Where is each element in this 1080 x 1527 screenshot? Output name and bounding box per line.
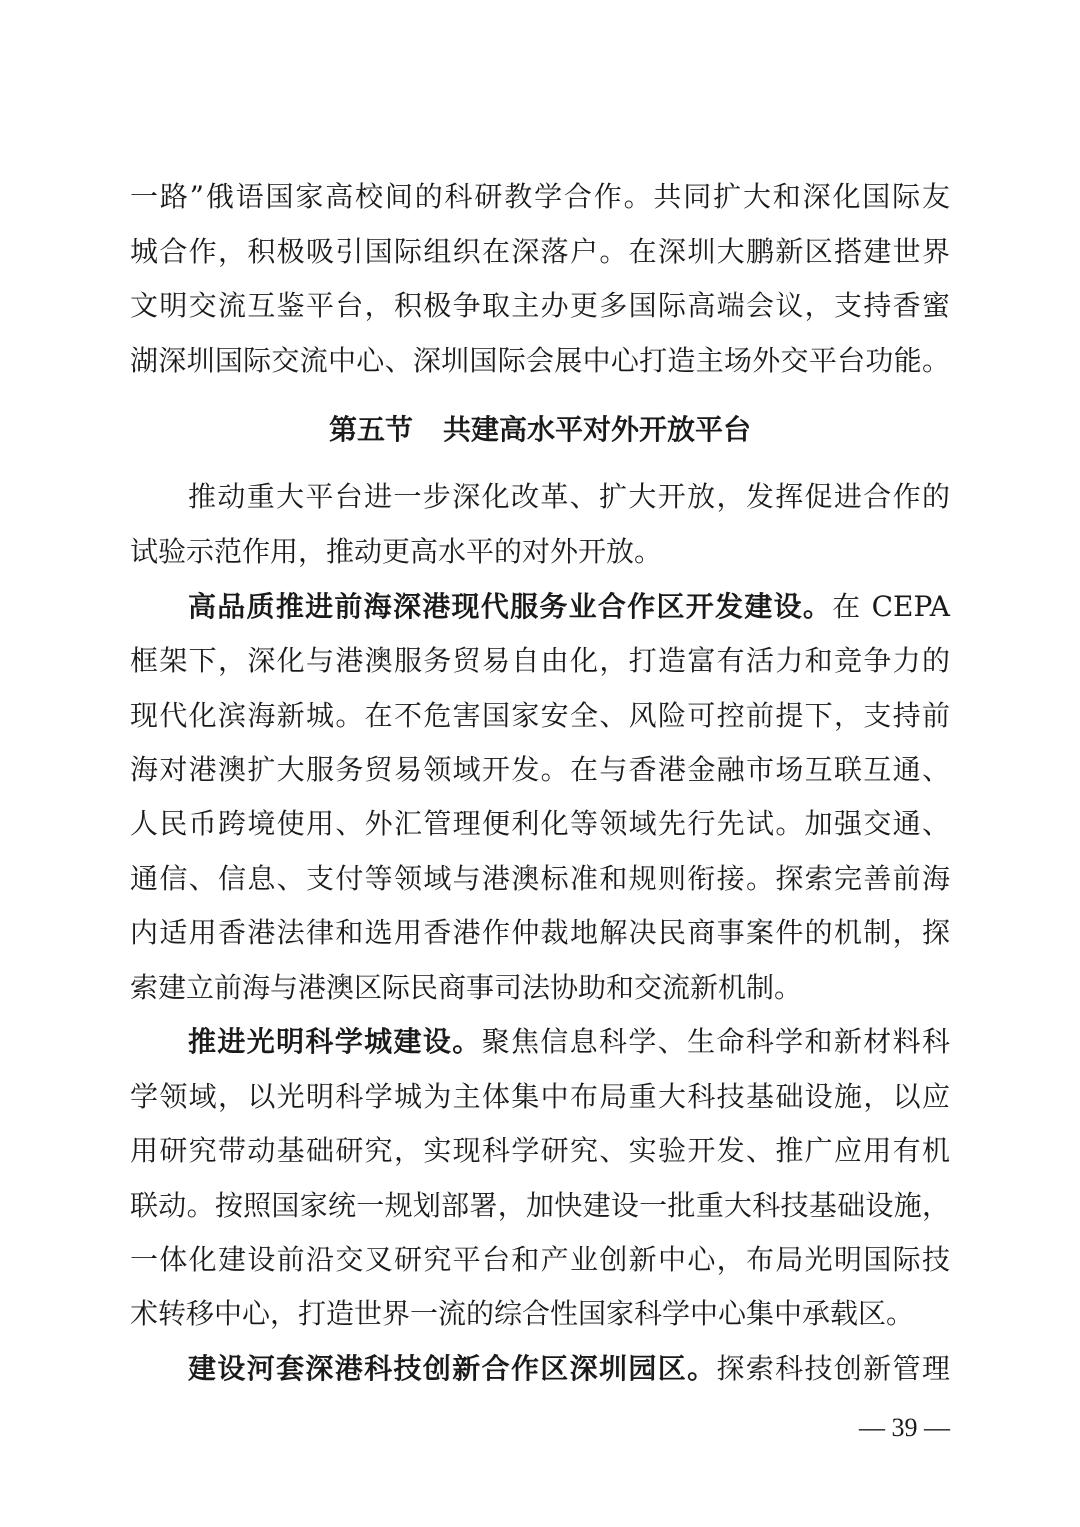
text-line: 海对港澳扩大服务贸易领域开发。在与香港金融市场互联互通、	[130, 753, 950, 786]
text-line: 索建立前海与港澳区际民商事司法协助和交流新机制。	[130, 971, 803, 1004]
text-line: 一路”俄语国家高校间的科研教学合作。共同扩大和深化国际友	[130, 180, 950, 213]
text-line: 人民币跨境使用、外汇管理便利化等领域先行先试。加强交通、	[130, 807, 950, 840]
text-line	[188, 1349, 950, 1389]
text-line	[188, 1022, 950, 1062]
paragraph-lead: 高品质推进前海深港现代服务业合作区开发建设。	[188, 590, 833, 623]
section-heading	[0, 410, 1080, 450]
text-line: 城合作，积极吸引国际组织在深落户。在深圳大鹏新区搭建世界	[130, 235, 950, 268]
text-line: 湖深圳国际交流中心、深圳国际会展中心打造主场外交平台功能。	[130, 344, 950, 377]
paragraph-text: 聚焦信息科学、生命科学和新材料科	[481, 1025, 950, 1058]
paragraph-text: 探索科技创新管理	[716, 1352, 950, 1385]
paragraph-text: 在 CEPA	[832, 590, 950, 623]
paragraph-lead: 推进光明科学城建设。	[188, 1025, 482, 1058]
text-line: 推动重大平台进一步深化改革、扩大开放，发挥促进合作的	[188, 480, 950, 513]
page-number: — 39 —	[859, 1413, 950, 1442]
section-title: 共建高水平对外开放平台	[443, 413, 752, 446]
text-line: 框架下，深化与港澳服务贸易自由化，打造富有活力和竞争力的	[130, 644, 950, 677]
text-line: 术转移中心，打造世界一流的综合性国家科学中心集中承载区。	[130, 1297, 915, 1330]
text-line: 用研究带动基础研究，实现科学研究、实验开发、推广应用有机	[130, 1134, 950, 1167]
text-line: 通信、信息、支付等领域与港澳标准和规则衔接。探索完善前海	[130, 862, 950, 895]
text-line	[188, 587, 950, 627]
section-number: 第五节	[328, 413, 413, 446]
text-line: 学领域，以光明科学城为主体集中布局重大科技基础设施，以应	[130, 1080, 950, 1113]
text-line: 现代化滨海新城。在不危害国家安全、风险可控前提下，支持前	[130, 699, 950, 732]
paragraph-lead: 建设河套深港科技创新合作区深圳园区。	[188, 1352, 717, 1385]
text-line: 试验示范作用，推动更高水平的对外开放。	[130, 535, 663, 568]
text-line: 文明交流互鉴平台，积极争取主办更多国际高端会议，支持香蜜	[130, 289, 950, 322]
text-line: 一体化建设前沿交叉研究平台和产业创新中心，布局光明国际技	[130, 1243, 950, 1276]
text-line: 内适用香港法律和选用香港作仲裁地解决民商事案件的机制，探	[130, 916, 950, 949]
text-line: 联动。按照国家统一规划部署，加快建设一批重大科技基础设施，	[130, 1189, 950, 1222]
